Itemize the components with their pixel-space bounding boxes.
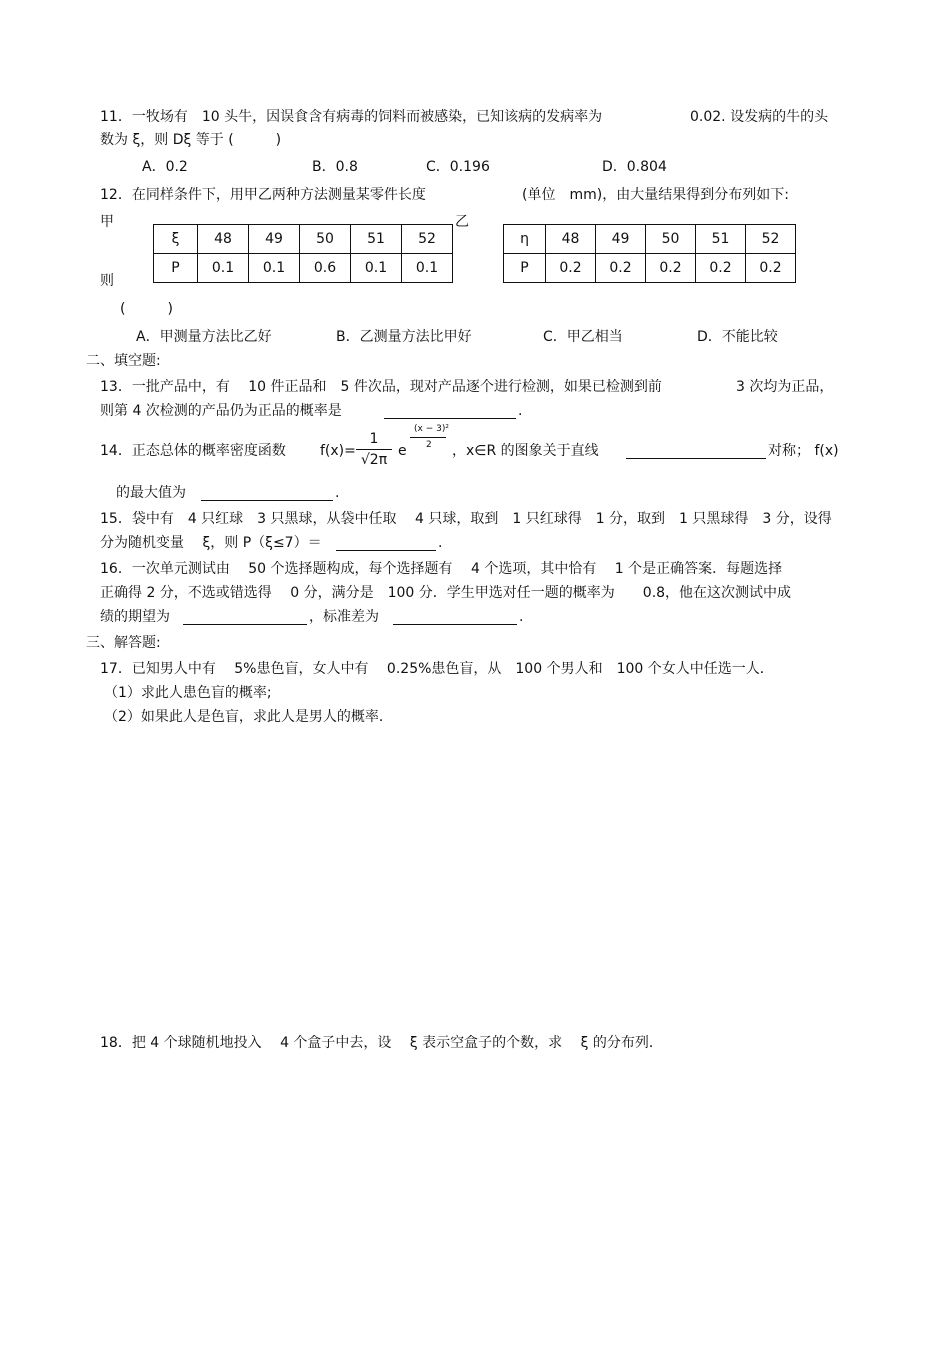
q12-option-b: B．乙测量方法比甲好: [336, 329, 472, 345]
q13-line1: 13．一批产品中，有 10 件正品和 5 件次品，现对产品逐个进行检测，如果已检测到前: [100, 379, 662, 395]
table-yi-prob: 0.2: [646, 254, 696, 283]
section-title-fill-in: 二、填空题:: [86, 353, 161, 369]
table-yi-value: 48: [546, 225, 596, 254]
q14-exponent-bar: [410, 437, 446, 438]
table-yi: [503, 224, 796, 283]
q13-answer-blank: [384, 404, 516, 419]
q16-stddev-blank: [393, 610, 517, 625]
table-yi-prob-label: P: [504, 254, 546, 283]
q18-line1: 18．把 4 个球随机地投入 4 个盒子中去，设 ξ 表示空盒子的个数，求 ξ 的分布列．: [100, 1035, 663, 1051]
table-jia-prob: 0.1: [402, 254, 453, 283]
table-jia-value: 51: [351, 225, 402, 254]
fraction-bar: [356, 449, 392, 450]
table-jia-prob: 0.1: [351, 254, 402, 283]
q16-line1: 16．一次单元测试由 50 个选择题构成，每个选择题有 4 个选项，其中恰有 1 个是正确答案．每题选择: [100, 561, 783, 577]
q15-end: .: [438, 535, 443, 551]
q14-e: e: [398, 443, 407, 459]
table-yi-prob: 0.2: [596, 254, 646, 283]
q13-end: .: [518, 403, 523, 419]
q14-exponent-den: 2: [426, 440, 432, 450]
q12-label-jia: 甲: [100, 214, 114, 230]
table-jia-prob-row: [154, 254, 453, 283]
q13-line1-end: 3 次均为正品，: [736, 379, 834, 395]
q12-label-ze: 则: [100, 273, 114, 289]
table-yi-var: η: [504, 225, 546, 254]
q11-option-a: A．0.2: [142, 159, 188, 175]
q12-option-c: C．甲乙相当: [543, 329, 623, 345]
table-jia-var: ξ: [154, 225, 198, 254]
table-jia-prob: 0.1: [198, 254, 249, 283]
table-jia-prob: 0.6: [300, 254, 351, 283]
q17-part1: （1）求此人患色盲的概率;: [104, 685, 272, 701]
table-yi-value-row: [504, 225, 796, 254]
q15-answer-blank: [336, 536, 436, 551]
q16-expectation-blank: [183, 610, 307, 625]
q14-end: .: [335, 485, 340, 501]
table-jia-value: 49: [249, 225, 300, 254]
q17-line1: 17．已知男人中有 5%患色盲，女人中有 0.25%患色盲，从 100 个男人和 100 个女人中任选一人．: [100, 661, 774, 677]
q11-line2: 数为 ξ，则 Dξ 等于 ( ): [100, 132, 282, 148]
q14-max-blank: [201, 486, 333, 501]
table-yi-prob-row: [504, 254, 796, 283]
table-jia-value: 50: [300, 225, 351, 254]
table-yi-prob: 0.2: [546, 254, 596, 283]
table-jia-prob-label: P: [154, 254, 198, 283]
table-yi-value: 49: [596, 225, 646, 254]
q11-option-d: D．0.804: [602, 159, 667, 175]
q14-numerator: 1: [369, 431, 379, 447]
q16-line3a: 绩的期望为: [100, 609, 170, 625]
q12-label-yi: 乙: [455, 214, 469, 230]
q14-fx: f(x)=: [320, 443, 356, 459]
q16-end: .: [519, 609, 524, 625]
q15-line2: 分为随机变量 ξ，则 P（ξ≤7）＝: [100, 535, 322, 551]
table-jia: [153, 224, 453, 283]
table-yi-value: 50: [646, 225, 696, 254]
table-jia-value-row: [154, 225, 453, 254]
q13-line2: 则第 4 次检测的产品仍为正品的概率是: [100, 403, 342, 419]
q11-option-c: C．0.196: [426, 159, 490, 175]
table-jia-prob: 0.1: [249, 254, 300, 283]
q14-denominator: √2π: [360, 452, 388, 468]
table-jia-value: 52: [402, 225, 453, 254]
table-yi-value: 51: [696, 225, 746, 254]
q14-exponent-num: (x − 3)²: [414, 424, 449, 434]
q17-part2: （2）如果此人是色盲，求此人是男人的概率．: [104, 709, 393, 725]
q14-symmetric: 对称； f(x): [768, 443, 839, 459]
q11-line1: 11．一牧场有 10 头牛，因误食含有病毒的饲料而被感染，已知该病的发病率为: [100, 109, 603, 125]
q11-option-b: B．0.8: [312, 159, 358, 175]
table-yi-prob: 0.2: [696, 254, 746, 283]
q11-line1-value: 0.02. 设发病的牛的头: [690, 109, 829, 125]
q14-fraction: [356, 430, 392, 469]
q12-line1: 12．在同样条件下，用甲乙两种方法测量某零件长度: [100, 187, 426, 203]
table-yi-value: 52: [746, 225, 796, 254]
table-yi-prob: 0.2: [746, 254, 796, 283]
q12-option-a: A．甲测量方法比乙好: [136, 329, 272, 345]
table-jia-value: 48: [198, 225, 249, 254]
q12-option-d: D．不能比较: [697, 329, 778, 345]
q12-paren: ( ): [120, 301, 173, 317]
q14-domain: ，x∈R 的图象关于直线: [452, 443, 599, 459]
section-title-solve: 三、解答题:: [86, 635, 161, 651]
q14-symmetry-blank: [626, 444, 766, 459]
q16-line3b: ，标准差为: [309, 609, 379, 625]
q14-lead: 14．正态总体的概率密度函数: [100, 443, 286, 459]
q16-line2: 正确得 2 分，不选或错选得 0 分，满分是 100 分．学生甲选对任一题的概率为 0.8，他在这次测试中成: [100, 585, 792, 601]
q15-line1: 15．袋中有 4 只红球 3 只黑球，从袋中任取 4 只球，取到 1 只红球得 1 分，取到 1 只黑球得 3 分，设得: [100, 511, 832, 527]
q12-line1-unit: (单位 mm)，由大量结果得到分布列如下:: [522, 187, 789, 203]
q14-line2: 的最大值为: [116, 485, 186, 501]
